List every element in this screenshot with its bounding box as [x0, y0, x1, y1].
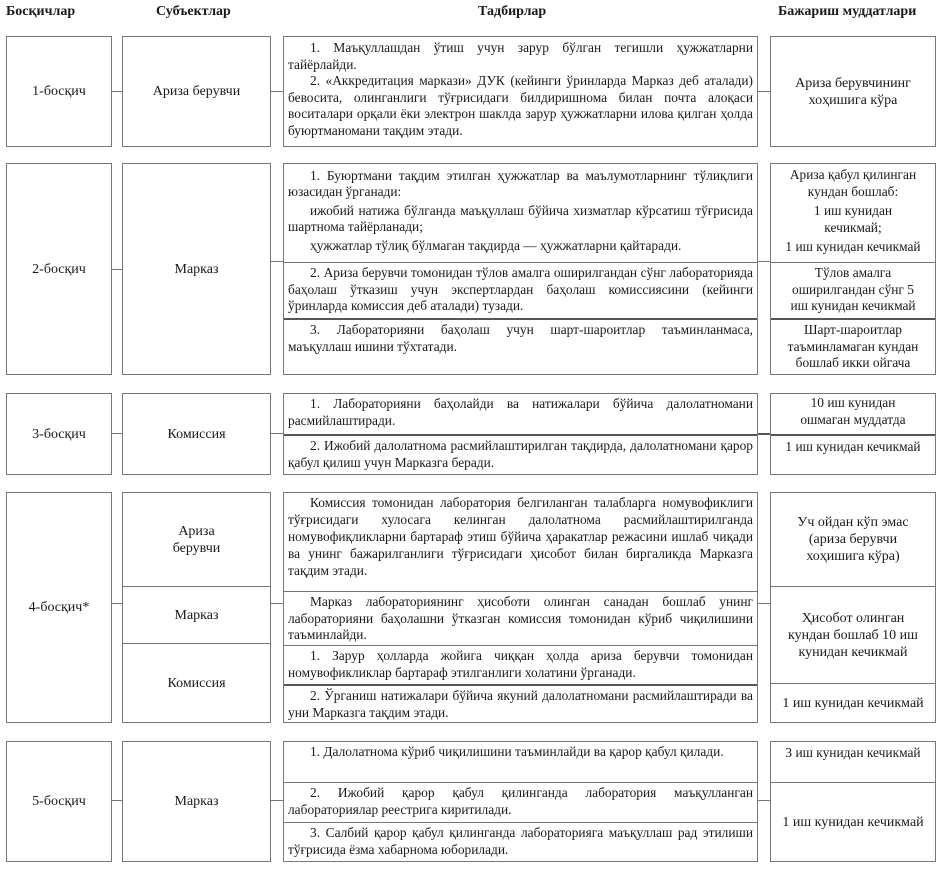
- action-cell: [284, 394, 757, 434]
- deadline-text: 1 иш кунидан кечикмай;: [813, 203, 893, 235]
- subject-cell: [123, 586, 270, 643]
- connector-line: [112, 603, 122, 604]
- deadline-text: 10 иш кунидан ошмаган муддатда: [800, 395, 906, 427]
- stage-label: 5-босқич: [32, 794, 86, 809]
- subject-label: Марказ: [174, 261, 219, 277]
- deadline-cell: [771, 434, 935, 475]
- deadline-text: Ҳисобот олинган кундан бошлаб 10 иш кунидан кечикмай: [788, 610, 918, 660]
- subject-box: [122, 492, 271, 723]
- subject-label: Комиссия: [167, 676, 226, 691]
- deadline-cell: [771, 782, 935, 862]
- deadline-text: 3 иш кунидан кечикмай: [785, 745, 921, 760]
- action-cell: [284, 262, 757, 318]
- deadline-cell: [771, 318, 935, 375]
- connector-line: [271, 800, 283, 801]
- deadline-text: 1 иш кунидан кечикмай: [785, 439, 921, 454]
- connector-line: [112, 800, 122, 801]
- action-item: 2. Ижобий қарор қабул қилинганда лаборатория маъқулланган лабораториялар реестрига киритилади.: [288, 785, 753, 817]
- action-item: 2. Ариза берувчи томонидан тўлов амалга оширилгандан сўнг лабораторияда баҳолаш ўтказиш учун экспертлардан баҳолаш комиссиясини (кейинги ўринларда комиссия деб аталади) тузади.: [288, 265, 753, 313]
- action-item: 1. Зарур ҳолларда жойига чиққан ҳолда ариза берувчи томонидан номувофикликлар бартараф этилганлиги холатини ўрганади.: [288, 648, 753, 680]
- action-item: 2. «Аккредитация маркази» ДУК (кейинги ўринларда Марказ деб аталади) бевосита, олинганлиги тўғрисидаги билдиришнома билан почта алоқаси воситалари орқали ёки электрон шаклда зарур ҳужжатларни илова қилган ҳолда буюртманомани тақдим этади.: [288, 73, 753, 138]
- subject-box: [122, 163, 271, 375]
- connector-line: [271, 603, 283, 604]
- action-cell: [284, 782, 757, 822]
- header-subjects: Субъектлар: [156, 4, 231, 19]
- deadline-cell: [771, 742, 935, 782]
- subject-label: Ариза берувчи: [172, 523, 221, 556]
- deadline-box: [770, 36, 936, 147]
- deadline-cell: [771, 586, 935, 683]
- deadline-cell: [771, 394, 935, 434]
- action-item: Комиссия томонидан лаборатория белгиланган талабларга номувофиклиги тўғрисидаги хулосага келинган далолатнома расмийлаштирилганда номувофиқликларни бартараф этиш бўйича ҳаракатлар режасини ишлаб чиқади ва унинг бажарилганлиги тўғрисидаги ҳисобот билан биргаликда Марказга тақдим этади.: [288, 495, 753, 578]
- deadline-text: Ариза қабул қилинган кундан бошлаб:: [789, 167, 917, 199]
- deadline-text: Уч ойдан кўп эмас (ариза берувчи хоҳишига кўра): [797, 515, 909, 564]
- subject-cell: [123, 493, 270, 586]
- subject-label: Марказ: [174, 794, 219, 809]
- action-cell: [284, 591, 757, 645]
- header-actions: Тадбирлар: [478, 4, 547, 19]
- action-item: Марказ лабораториянинг ҳисоботи олинган санадан бошлаб унинг лабораторияни баҳолашни ўтказган комиссия томонидан кўриб чиқилишини таъминлайди.: [288, 594, 753, 642]
- subject-label: Марказ: [174, 607, 219, 623]
- deadline-cell: [771, 164, 935, 262]
- actions-box: [283, 741, 758, 862]
- connector-line: [112, 269, 122, 270]
- deadline-text: 1 иш кунидан кечикмай: [782, 815, 924, 830]
- subject-label: Ариза берувчи: [152, 84, 241, 99]
- action-item: 2. Ўрганиш натижалари бўйича якуний далолатномани расмийлаштиради ва уни Марказга тақдим этади.: [288, 688, 753, 720]
- stage-label: 1-босқич: [32, 84, 86, 99]
- stage-label-box: [6, 163, 112, 375]
- connector-line: [758, 261, 770, 262]
- action-cell: [284, 164, 757, 262]
- action-cell: [284, 434, 757, 475]
- stage-label-box: [6, 36, 112, 147]
- deadline-box: [770, 741, 936, 862]
- stage-label-box: [6, 741, 112, 862]
- connector-line: [758, 800, 770, 801]
- deadline-cell: [771, 683, 935, 723]
- deadline-box: [770, 492, 936, 723]
- action-item: 3. Лабораторияни баҳолаш учун шарт-шароитлар таъминланмаса, маъқуллаш ишини тўхтатади.: [288, 322, 753, 354]
- actions-box: [283, 393, 758, 475]
- stage-label-box: [6, 393, 112, 475]
- action-item: 1. Маъқуллашдан ўтиш учун зарур бўлган тегишли ҳужжатларни тайёрлайди.: [288, 40, 753, 72]
- stage-label: 3-босқич: [32, 426, 86, 442]
- deadline-text: Шарт-шароитлар таъминламаган кундан бошлаб икки ойгача: [787, 322, 919, 370]
- connector-line: [758, 603, 770, 604]
- deadline-text: Ариза берувчининг хоҳишига кўра: [795, 75, 911, 108]
- header-deadlines: Бажариш муддатлари: [778, 4, 917, 19]
- connector-line: [271, 433, 283, 434]
- action-cell: [284, 318, 757, 375]
- connector-line: [758, 91, 770, 92]
- action-cell: [284, 742, 757, 782]
- action-item: 1. Далолатнома кўриб чиқилишини таъминлайди ва қарор қабул қилади.: [310, 744, 724, 759]
- connector-line: [112, 91, 122, 92]
- stage-label: 2-босқич: [32, 261, 86, 277]
- subject-box: [122, 36, 271, 147]
- action-subitem: ҳужжатлар тўлиқ бўлмаган тақдирда — ҳужжатларни қайтаради.: [310, 238, 682, 253]
- action-cell: [284, 493, 757, 591]
- connector-line: [112, 433, 122, 434]
- deadline-text: Тўлов амалга оширилгандан сўнг 5 иш кунидан кечикмай: [790, 265, 916, 313]
- action-subitem: ижобий натижа бўлганда маъқуллаш бўйича хизматлар кўрсатиш тўғрисида шартнома тайёрланади;: [288, 203, 753, 234]
- connector-line: [271, 91, 283, 92]
- action-item: 1. Буюртмани тақдим этилган ҳужжатлар ва маълумотларнинг тўлиқлиги юзасидан ўрганади:: [288, 168, 753, 199]
- action-cell: [284, 684, 757, 723]
- deadline-box: [770, 163, 936, 375]
- action-cell: [284, 822, 757, 862]
- action-cell: [284, 645, 757, 684]
- deadline-cell: [771, 493, 935, 586]
- action-item: 1. Лабораторияни баҳолайди ва натижалари бўйича далолатномани расмийлаштиради.: [288, 396, 753, 428]
- deadline-text: 1 иш кунидан кечикмай: [782, 696, 924, 711]
- connector-line: [271, 261, 283, 262]
- deadline-cell: [771, 262, 935, 318]
- header-stages: Босқичлар: [6, 4, 76, 19]
- subject-box: [122, 393, 271, 475]
- actions-box: [283, 492, 758, 723]
- subject-label: Комиссия: [167, 426, 226, 442]
- connector-line: [758, 433, 770, 435]
- actions-box: [283, 163, 758, 375]
- stage-label-box: [6, 492, 112, 723]
- deadline-box: [770, 393, 936, 475]
- action-item: 3. Салбий қарор қабул қилинганда лабораторияга маъқуллаш рад этилиши тўғрисида ёзма хабарнома юборилади.: [288, 825, 753, 857]
- actions-box: [283, 36, 758, 147]
- subject-cell: [123, 643, 270, 723]
- action-item: 2. Ижобий далолатнома расмийлаштирилган тақдирда, далолатномани қарор қабул қилиш учун Марказга беради.: [288, 438, 753, 470]
- subject-box: [122, 741, 271, 862]
- deadline-text: 1 иш кунидан кечикмай: [785, 239, 921, 254]
- stage-label: 4-босқич*: [28, 600, 90, 615]
